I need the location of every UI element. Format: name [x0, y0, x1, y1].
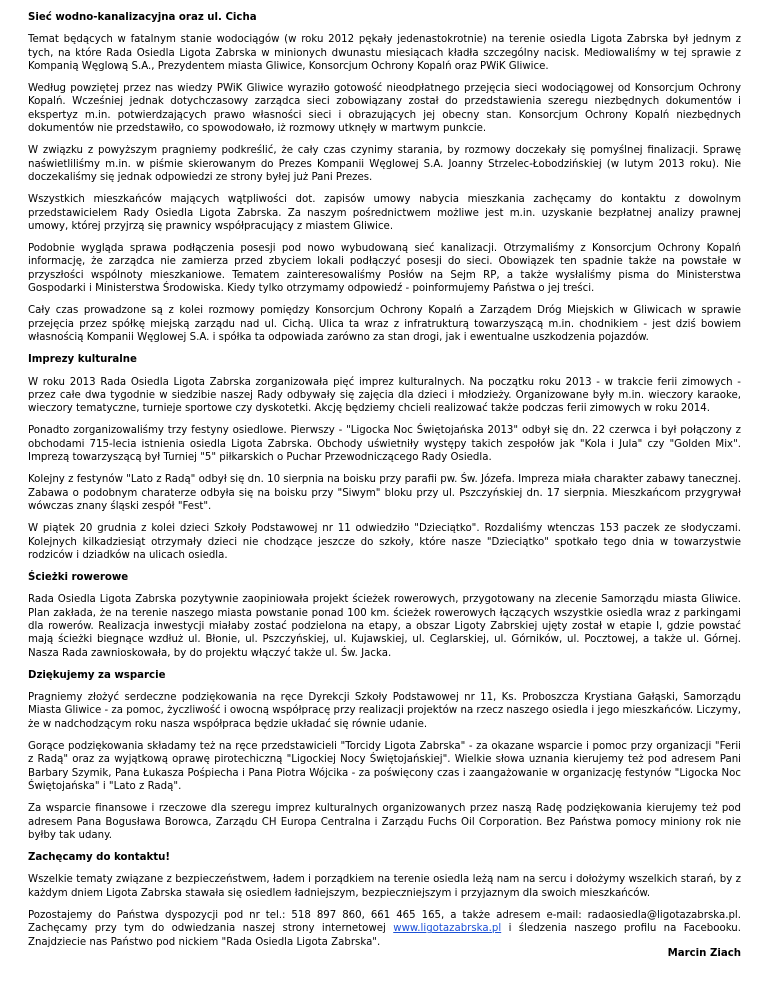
paragraph: W piątek 20 grudnia z kolei dzieci Szkoły Podstawowej nr 11 odwiedziło "Dzieciątko". Rozdaliśmy wtenczas 153 paczek ze słodyczami. Kolejnych kilkadziesiąt otrzymały dzieci nie chodzące jeszcze do szkoły, które nasze "Dzieciątko" spotkało tego dnia w towarzystwie rodziców i dziadków na ulicach osiedla.: [28, 523, 741, 561]
paragraph: Wszelkie tematy związane z bezpieczeństwem, ładem i porządkiem na terenie osiedla leżą nam na sercu i dołożymy wszelkich starań, by z każdym dniem Ligota Zabrska stawała się osiedlem ładniejszym, bezpieczniejszym i przyjaznym dla swoich mieszkańców.: [28, 874, 741, 899]
paragraph: Według powziętej przez nas wiedzy PWiK Gliwice wyraziło gotowość nieodpłatnego przejęcia sieci wodociągowej od Konsorcjum Ochrony Kopalń. Wcześniej jednak dotychczasowy zarządca sieci zobowiązany został do przedstawienia szeregu niezbędnych dokumentów i ekspertyz m.in. potwierdzających prawo własności sieci i obrazujących jej obecny stan. Konsorcjum Ochrony Kopalń niezbędnych dokumentów nie przedstawiło, co spowodowało, iż rozmowy utknęły w martwym punkcie.: [28, 83, 741, 135]
section-heading-contact: Zachęcamy do kontaktu!: [28, 852, 171, 864]
section-heading-cultural-events: Imprezy kulturalne: [28, 354, 137, 366]
paragraph: Podobnie wygląda sprawa podłączenia posesji pod nowo wybudowaną sieć kanalizacji. Otrzymaliśmy z Konsorcjum Ochrony Kopalń informację, że zarządca nie zamierza przed zbyciem lokali podłączyć posesji do sieci. Obowiązek ten spadnie także na powstałe w przyszłości wspólnoty mieszkaniowe. Tematem zainteresowaliśmy Posłów na Sejm RP, a także wysłaliśmy pisma do Ministerstwa Gospodarki i Ministerstwa Środowiska. Kiedy tylko otrzymamy odpowiedź - poinformujemy Państwa o jej treści.: [28, 243, 741, 295]
paragraph: Temat będących w fatalnym stanie wodociągów (w roku 2012 pękały jedenastokrotnie) na terenie osiedla Ligota Zabrska był jednym z tych, na które Rada Osiedla Ligota Zabrska w minionych dwunastu miesiącach kładła szczególny nacisk. Mediowaliśmy w tej sprawie z Kompanią Węglową S.A., Prezydentem miasta Gliwice, Konsorcjum Ochrony Kopalń oraz PWiK Gliwice.: [28, 34, 741, 72]
section-heading-thanks: Dziękujemy za wsparcie: [28, 669, 166, 681]
document-body: [28, 11, 741, 960]
paragraph: W związku z powyższym pragniemy podkreślić, że cały czas czynimy starania, by rozmowy doczekały się pomyślnej finalizacji. Sprawę naświetliliśmy m.in. w piśmie skierowanym do Prezes Kompanii Węglowej S.A. Joanny Strzelec-Łobodzińskiej (w lutym 2013 roku). Nie doczekaliśmy się jednak odpowiedzi ze strony byłej już Pani Prezes.: [28, 145, 741, 183]
paragraph: Rada Osiedla Ligota Zabrska pozytywnie zaopiniowała projekt ścieżek rowerowych, przygotowany na zlecenie Samorządu miasta Gliwice. Plan zakłada, że na terenie naszego miasta powstanie ponad 100 km. ścieżek rowerowych łączących wszystkie osiedla wraz z parkingami dla rowerów. Realizacja inwestycji miałaby zostać podzielona na etapy, a obszar Ligoty Zabrskiej ujęty został w etapie I, gdzie powstać mają ścieżki biegnące wzdłuż ul. Błonie, ul. Pszczyńskiej, ul. Kujawskiej, ul. Ceglarskiej, ul. Górników, ul. Pocztowej, a także ul. Górnej. Nasza Rada zawnioskowała, by do projektu włączyć także ul. Św. Jacka.: [28, 594, 741, 659]
contact-text: Pozostajemy do Państwa dyspozycji pod nr tel.: 518 897 860, 661 465 165, a także adresem e-mail: radaosiedla@ligotazabrska.pl. Zachęcamy przy tym do odwiedzania naszej strony internetowej: [28, 910, 741, 935]
section-heading-water-network: Sieć wodno-kanalizacyjna oraz ul. Cicha: [28, 12, 257, 23]
paragraph: Gorące podziękowania składamy też na ręce przedstawicieli "Torcidy Ligota Zabrska" - za okazane wsparcie i pomoc przy organizacji "Ferii z Radą" oraz za wyjątkową oprawę pirotechiczną "Ligockiej Nocy Świętojańskiej". Wielkie słowa uznania kierujemy też pod adresem Pani Barbary Szymik, Pana Łukasza Pośpiecha i Pana Piotra Wójcika - za poświęcony czas i zaangażowanie w organizację festynów "Ligocka Noc Świętojańska" i "Lato z Radą".: [28, 741, 741, 792]
contact-paragraph: [28, 909, 741, 949]
paragraph: Ponadto zorganizowaliśmy trzy festyny osiedlowe. Pierwszy - "Ligocka Noc Świętojańska 2013" odbył się dn. 22 czerwca i był połączony z obchodami 715-lecia istnienia osiedla Ligota Zabrska. Obchody uświetniły występy takich zespołów jak "Kola i Jula" czy "Golden Mix". Imprezą towarzyszącą był Turniej "5" piłkarskich o Puchar Przewodniczącego Rady Osiedla.: [28, 425, 741, 464]
contact-text-after: i śledzenia naszego profilu na Facebooku. Znajdziecie nas Państwo pod nickiem "Rada Osiedla Ligota Zabrska".: [28, 923, 742, 948]
section-heading-bike-paths: Ścieżki rowerowe: [28, 572, 129, 584]
paragraph: Cały czas prowadzone są z kolei rozmowy pomiędzy Konsorcjum Ochrony Kopalń a Zarządem Dróg Miejskich w Gliwicach w sprawie przejęcia przez spółkę miejską zarządu nad ul. Cichą. Ulica ta wraz z infratrukturą towarzyszącą m.in. chodnikiem - jest dziś bowiem własnością Kompanii Węglowej S.A. i spółka ta odpowiada zarówno za stan drogi, jak i ewentualne uszkodzenia pojazdów.: [28, 305, 741, 343]
signature: Marcin Ziach: [667, 947, 741, 959]
paragraph: Pragniemy złożyć serdeczne podziękowania na ręce Dyrekcji Szkoły Podstawowej nr 11, Ks. Proboszcza Krystiana Gałąski, Samorządu Miasta Gliwice - za pomoc, życzliwość i owocną współpracę przy realizacji projektów na rzecz naszego osiedla i jego mieszkańców. Liczymy, że w nadchodzącym roku nasza współpraca będzie układać się równie udanie.: [28, 692, 741, 730]
website-link[interactable]: www.ligotazabrska.pl: [393, 923, 502, 935]
paragraph: Wszystkich mieszkańców mających wątpliwości dot. zapisów umowy nabycia mieszkania zachęcamy do kontaktu z dowolnym przedstawicielem Rady Osiedla Ligota Zabrska. Za naszym pośrednictwem możliwe jest m.in. uzyskanie bezpłatnej analizy prawnej umowy, której przyjrzą się prawnicy współpracujący z miastem Gliwice.: [28, 194, 741, 232]
paragraph: W roku 2013 Rada Osiedla Ligota Zabrska zorganizowała pięć imprez kulturalnych. Na początku roku 2013 - w trakcie ferii zimowych - przez całe dwa tygodnie w siedzibie naszej Rady odbywały się zajęcia dla dzieci i młodzieży. Organizowane były m.in. wieczory karaoke, wieczory tematyczne, turnieje sportowe czy dyskotetki. Akcję będziemy chcieli realizować także podczas ferii zimowych w roku 2014.: [28, 376, 741, 415]
paragraph: Za wsparcie finansowe i rzeczowe dla szeregu imprez kulturalnych organizowanych przez naszą Radę podziękowania kierujemy też pod adresem Pana Bogusława Borowca, Zarządu CH Europa Centralna i Zarządu Fuchs Oil Corporation. Bez Państwa pomocy miniony rok nie byłby tak udany.: [28, 803, 741, 841]
paragraph: Kolejny z festynów "Lato z Radą" odbył się dn. 10 sierpnia na boisku przy parafii pw. Św. Józefa. Impreza miała charakter zabawy tanecznej. Zabawa o podobnym charaterze odbyła się na boisku przy "Siwym" bloku przy ul. Pszczyńskiej dn. 17 sierpnia. Mieszkańcom przygrywał wówczas znany śląski zespół "Fest".: [28, 474, 741, 512]
